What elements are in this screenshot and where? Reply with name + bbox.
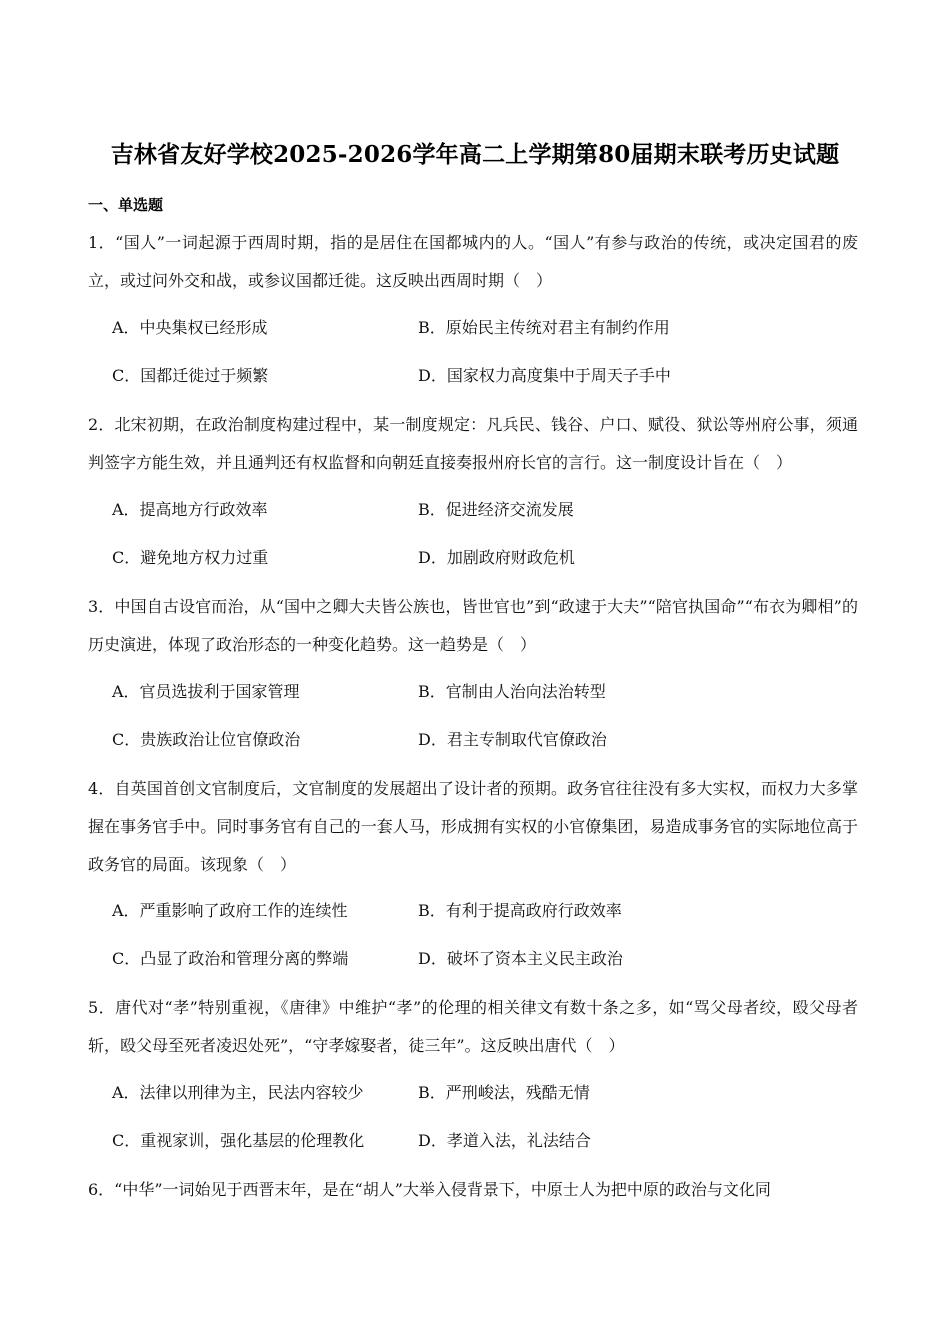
question-3-option-c: C．贵族政治让位官僚政治 — [112, 730, 301, 749]
question-4-option-a: A．严重影响了政府工作的连续性 — [112, 901, 348, 920]
question-stem-4: 4．自英国首创文官制度后，文官制度的发展超出了设计者的预期。政务官往往没有多大实权，而权力大多掌握在事务官手中。同时事务官有自己的一套人马，形成拥有实权的小官僚集团，易造成事务官的实际地位高于政务官的局面。该现象（ ） — [88, 779, 858, 874]
question-1-option-d: D．国家权力高度集中于周天子手中 — [418, 366, 671, 385]
document-title: 吉林省友好学校2025-2026学年高二上学期第80届期末联考历史试题 — [110, 141, 840, 168]
question-stem-3: 3．中国自古设官而治，从“国中之卿大夫皆公族也，皆世官也”到“政逮于大夫”“陪官执国命”“布衣为卿相”的历史演进，体现了政治形态的一种变化趋势。这一趋势是（ ） — [88, 597, 858, 654]
question-1-option-c: C．国都迁徙过于频繁 — [112, 366, 269, 385]
question-4-option-d: D．破坏了资本主义民主政治 — [418, 949, 623, 968]
question-1-option-b: B．原始民主传统对君主有制约作用 — [418, 318, 670, 337]
question-1-option-a: A．中央集权已经形成 — [112, 318, 268, 337]
question-stem-1: 1．“国人”一词起源于西周时期，指的是居住在国都城内的人。“国人”有参与政治的传统，或决定国君的废立，或过问外交和战，或参议国都迁徙。这反映出西周时期（ ） — [88, 233, 858, 290]
question-3-option-b: B．官制由人治向法治转型 — [418, 682, 606, 701]
question-stem-2: 2．北宋初期，在政治制度构建过程中，某一制度规定：凡兵民、钱谷、户口、赋役、狱讼等州府公事，须通判签字方能生效，并且通判还有权监督和向朝廷直接奏报州府长官的言行。这一制度设计旨在（ ） — [88, 415, 858, 472]
section-heading: 一、单选题 — [88, 196, 164, 214]
question-stem-5: 5．唐代对“孝”特别重视，《唐律》中维护“孝”的伦理的相关律文有数十条之多，如“骂父母者绞，殴父母者斩，殴父母至死者凌迟处死”，“守孝嫁娶者，徒三年”。这反映出唐代（ ） — [88, 998, 858, 1055]
question-5-option-a: A．法律以刑律为主，民法内容较少 — [112, 1083, 364, 1102]
question-5-option-b: B．严刑峻法，残酷无情 — [418, 1083, 590, 1102]
question-3-option-d: D．君主专制取代官僚政治 — [418, 730, 607, 749]
question-2-option-b: B．促进经济交流发展 — [418, 500, 574, 519]
question-2-option-d: D．加剧政府财政危机 — [418, 548, 575, 567]
question-2-option-a: A．提高地方行政效率 — [112, 500, 268, 519]
question-3-option-a: A．官员选拔利于国家管理 — [112, 682, 300, 701]
question-4-option-c: C．凸显了政治和管理分离的弊端 — [112, 949, 349, 968]
question-stem-6: 6．“中华”一词始见于西晋末年，是在“胡人”大举入侵背景下，中原士人为把中原的政治与文化同 — [88, 1180, 771, 1199]
question-2-option-c: C．避免地方权力过重 — [112, 548, 269, 567]
question-5-option-d: D．孝道入法，礼法结合 — [418, 1131, 591, 1150]
question-4-option-b: B．有利于提高政府行政效率 — [418, 901, 622, 920]
question-5-option-c: C．重视家训，强化基层的伦理教化 — [112, 1131, 365, 1150]
